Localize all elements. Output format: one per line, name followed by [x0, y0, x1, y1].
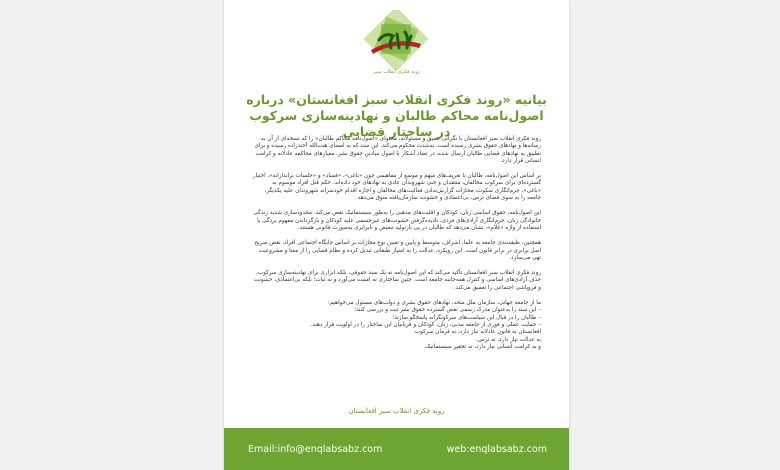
paragraph: روند فکری انقلاب سبز افغانستان با نگرانی عمیق و مسئولانه، محتوای «اصول‌نامه محاکم طالبان» را که نسخه‌ای از آن به رسانه‌ها و نهادهای حقوق بشری رسیده است، به‌شدت محکوم می‌کند. این سند که به امضای هبت‌الله آخندزاده رسیده و برای تطبیق به نهادهای قضایی طالبان ارسال شده، در تضاد آشکار با اصول بنیادین حقوق بشر، معیارهای محاکمه عادلانه و کرامت انسانی قرار دارد. [254, 136, 541, 164]
paragraph: روند فکری انقلاب سبز افغانستان تأکید می‌کند که این اصول‌نامه نه یک سند حقوقی، بلکه ابزاری برای نهادینه‌سازی سرکوب، حذف آزادی‌های اساسی و کنترل همه‌جانبه جامعه است. چنین ساختاری نه امنیت می‌آورد و نه ثبات؛ بلکه بی‌اعتمادی، خشونت و فروپاشی اجتماعی را تعمیق می‌کند. [253, 270, 541, 291]
footer-email[interactable]: Email:info@enqlabsabz.com [248, 444, 383, 455]
paragraph: همچنین، طبقه‌بندی جامعه به علما، اشراف، متوسط و پایین و تعیین نوع مجازات بر اساس جایگاه اجتماعی افراد، نقض صریح اصل برابری در برابر قانون است. این رویکرد، عدالت را به امتیاز طبقاتی تبدیل کرده و نظام قضایی را از معنا و مشروعیت تهی می‌سازد. [254, 240, 541, 261]
closing-line: به عدالت نیاز دارد، نه ترس. [476, 336, 541, 343]
closing-line: افغانستان به قانونِ عادلانه نیاز دارد، نه فرمان سرکوب. [413, 329, 541, 336]
tagline: روند فکری انقلاب سبز [373, 69, 420, 75]
statement-body [252, 136, 541, 351]
demand-item: – این سند را به‌عنوان مدرک رسمی نقض گسترده حقوق بشر ثبت و بررسی کنند؛ [354, 307, 541, 314]
closing-line: و به کرامت انسانی نیاز دارد، نه تحقیر سیستماتیک. [423, 343, 541, 350]
footer-bar [224, 428, 569, 470]
footer-website[interactable]: web:enqlabsabz.com [446, 444, 547, 455]
document-page [224, 0, 569, 470]
demands-intro: ما از جامعه جهانی، سازمان ملل متحد، نهادهای حقوق بشری و دولت‌های مسئول می‌خواهیم: [327, 300, 541, 307]
demand-item: – طالبان را در قبال این سیاست‌های سرکوبگرانه پاسخگو سازند؛ [392, 314, 541, 321]
signature: روند فکری انقلاب سبز افغانستان [348, 407, 445, 415]
paragraph: بر اساس این اصول‌نامه، طالبان با تعریف‌های مبهم و موسع از مفاهیمی چون «باغی»، «فساد» و «جلسات براندازانه»، اختیار گسترده‌ای برای سرکوب مخالفان، منتقدان و حتی شهروندان عادی به نهادهای خود داده‌اند. حکم قتل افراد موسوم به «باغی»، جرم‌انگاری سکوت، مجازات گزارش‌ندادن فعالیت‌های مخالفان و اجازه اقدام خودسرانه شهروندان علیه یکدیگر، جامعه را به سوی فضای ترس، بی‌اعتمادی و خشونت سازمان‌یافته سوق می‌دهد. [252, 173, 541, 202]
statement-title: بیانیه «روند فکری انقلاب سبز افغانستان» درباره اصول‌نامه محاکم طالبان و نهادینه‌سازی سرکوب در ساختار قضایی [246, 92, 547, 139]
paragraph: این اصول‌نامه، حقوق اساسی زنان، کودکان و اقلیت‌های مذهبی را به‌طور سیستماتیک نقض می‌کند. محدودسازی شدید زندگی خانوادگی زنان، جرم‌انگاری آزادی‌های فردی، نادیده‌گرفتن خشونت‌های غیرجسمی علیه کودکان و بازگرداندن مفهوم بردگی با استفاده از واژه «غلام»، نشان می‌دهد که طالبان در پی بازتولید تبعیض و نابرابری به‌صورت قانونی هستند. [253, 210, 541, 231]
green-revolution-logo [361, 10, 431, 70]
demand-item: – حمایت عملی و فوری از جامعه مدنی، زنان، کودکان و قربانیان این ساختار را در اولویت قرار دهند. [310, 321, 541, 328]
